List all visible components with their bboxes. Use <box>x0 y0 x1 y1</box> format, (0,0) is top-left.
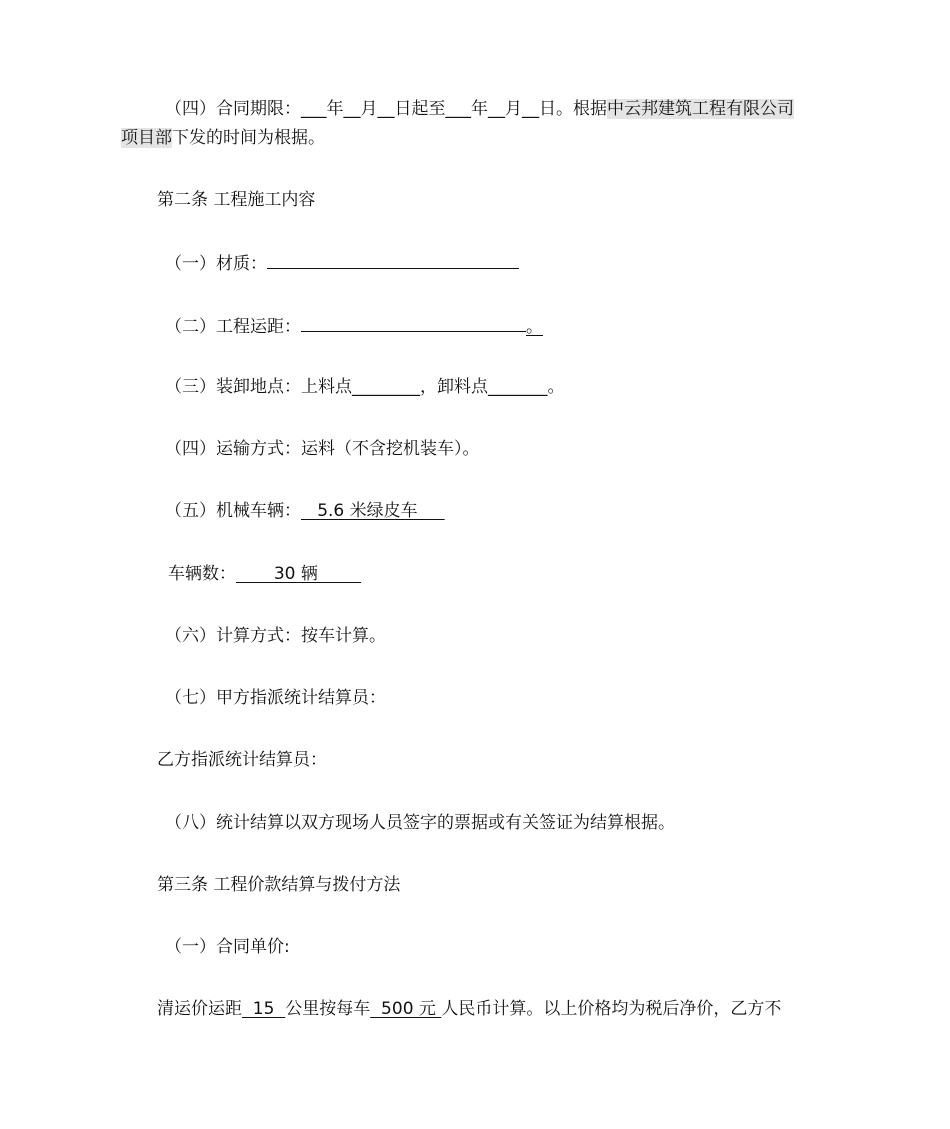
end-month-text: 月 <box>505 99 522 119</box>
month-text: 月 <box>360 99 378 119</box>
end-day-text: 日。根据 <box>539 99 607 119</box>
settlement-basis-line: （八）统计结算以双方现场人员签字的票据或有关签证为结算根据。 <box>165 813 675 833</box>
distance-line <box>165 313 543 339</box>
end-year-text: 年 <box>471 99 488 119</box>
transport-method-line: （四）运输方式：运料（不含挖机装车）。 <box>165 439 480 459</box>
price-terms-text: 人民币计算。以上价格均为税后净价，乙方不 <box>441 999 782 1019</box>
party-a-clerk-line: （七）甲方指派统计结算员： <box>165 688 386 708</box>
vehicle-count-value: 30 辆 <box>236 564 362 584</box>
loading-blank: ________ <box>352 377 420 397</box>
year-text: 年 <box>326 99 344 119</box>
month-blank: __ <box>343 99 361 119</box>
vehicle-count-label: 车辆数： <box>168 564 236 584</box>
day-from-text: 日起至 <box>394 99 446 119</box>
price-per-truck-label: 公里按每车 <box>285 999 371 1019</box>
price-distance-label: 清运价运距 <box>157 999 242 1019</box>
vehicle-count-line <box>168 562 361 586</box>
vehicle-line <box>165 499 445 523</box>
unit-price-label-line: （一）合同单价: <box>165 937 290 957</box>
distance-blank <box>301 313 526 332</box>
material-blank <box>267 250 519 269</box>
term-period-suffix: 下发的时间为根据。 <box>172 128 325 148</box>
calc-method-line: （六）计算方式：按车计算。 <box>165 626 386 646</box>
loading-label: （三）装卸地点：上料点 <box>165 377 352 397</box>
loading-line <box>165 375 565 399</box>
price-amount-value: 500 元 <box>370 999 442 1019</box>
price-distance-value: 15 <box>242 999 286 1019</box>
distance-end: 。 <box>526 317 543 337</box>
day-blank: __ <box>377 99 395 119</box>
party-b-clerk-line: 乙方指派统计结算员： <box>157 750 327 770</box>
year-blank: ___ <box>301 99 327 119</box>
price-line <box>157 997 781 1021</box>
vehicle-value: 5.6 米绿皮车 <box>301 501 445 521</box>
end-year-blank: ___ <box>445 99 471 119</box>
distance-label: （二）工程运距： <box>165 317 301 337</box>
end-month-blank: __ <box>488 99 505 119</box>
article2-heading: 第二条 工程施工内容 <box>157 190 316 210</box>
term-period-line-1 <box>165 97 794 121</box>
article3-heading: 第三条 工程价款结算与拨付方法 <box>157 875 401 895</box>
material-label: （一）材质： <box>165 254 267 274</box>
loading-end: 。 <box>547 377 565 397</box>
unloading-blank: _______ <box>488 377 548 397</box>
term-period-label: （四）合同期限： <box>165 99 301 119</box>
material-line <box>165 250 519 276</box>
term-period-line-2 <box>121 126 325 150</box>
unloading-label: ，卸料点 <box>420 377 488 397</box>
vehicle-label: （五）机械车辆： <box>165 501 301 521</box>
project-dept-highlight: 项目部 <box>121 128 172 148</box>
end-day-blank: __ <box>522 99 539 119</box>
company-name-highlight: 中云邦建筑工程有限公司 <box>607 99 794 119</box>
